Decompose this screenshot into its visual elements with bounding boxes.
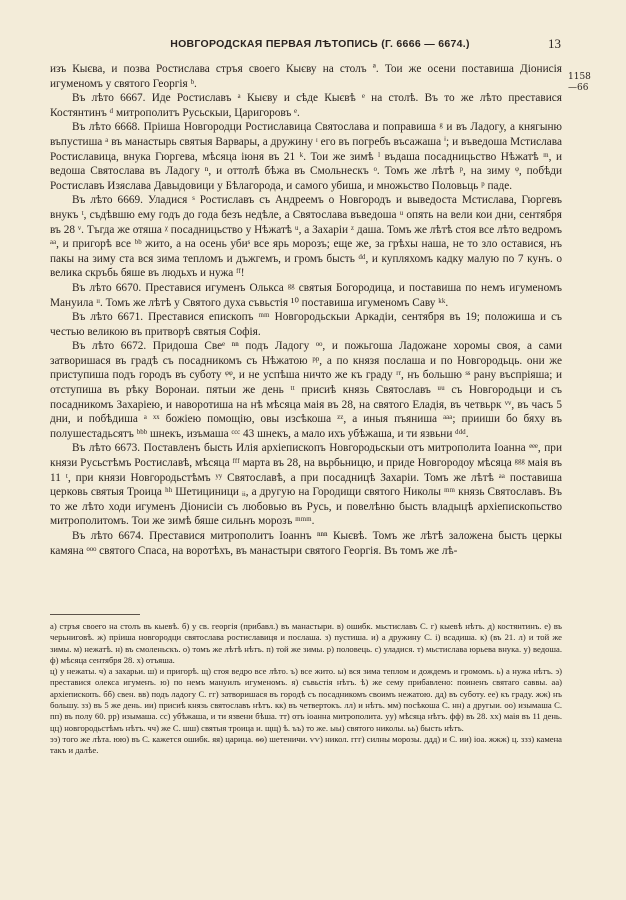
margin-year-start: 1158 [568,72,591,82]
margin-year-end: —66 [568,83,589,93]
footnote-block: ц) у нежаты. ч) а захарьи. ш) и пригорѣ. щ) стоя ведро все лѣто. ъ) все жито. ы) вся зима теплом и дождемъ и громомъ. ь) а нужа нѣтъ. э) преставися олекса игуменъ. ю) по немъ мануилъ игуменомъ. я) съвьстія нѣтъ. ѣ) же сему прибавлено: поиненъ святаго саввы. аа) архіепископъ. бб) свен. вв) подъ ладогу С. гг) затворишася въ городѣ съ посадникомъ своимъ нежатою. дд) въ суботу. ее) къ граду. жж) нъ большу. зз) въ 5 же день. ии) присиѣ князь святославъ нѣтъ. кк) въ четвертокъ. лл) и нѣтъ. мм) посѣкоша С. нн) а другыи. оо) изымаша С. пп) въ полу 60. рр) изымаша. сс) убѣжаша, и ти язвени бѣша. тт) отъ іоанна митрополита. уу) мѣсяца нѣтъ. фф) въ 28. хх) маія въ 11 день. цц) новгородьстѣмъ нѣтъ. чч) же С. шш) святыя троица и. щщ) ѣ. ъъ) то же. ыы) святого николы. ьь) бысть нѣтъ. [50,666,562,733]
chronicle-text [50,62,562,558]
paragraph-year-6669: Въ лѣто 6669. Уладися ˢ Ростиславъ съ Андреемъ о Новгородъ и выведоста Мстислава, Гюргевъ внукъ ᵗ, съдѣвшю ему годъ до года безъ недѣле, а Святослава въведоша ᵘ опять на вели кои дни, сентября въ 28 ᵛ. Тъгда же отяша ᵡ посадницьство у Нѣжатѣ ᵘ, а Захаріи ᶻ даша. Томъ же лѣтѣ стоя все лѣто ведромъ ᵃᵃ, и пригорѣ все ᵇᵇ жито, а на осень убиˢ все ярь морозъ; еще же, за грѣхы наша, не то зло оставися, нъ пакы на зиму ста вся зима тепломъ и дъжгемъ, и громъ бысть ᵈᵈ, и купляхомъ кадку малую по 7 кунъ. о велика скръбь бяше въ людьхъ и нужа ᶠᶠ! [50,194,562,280]
footnote-divider [50,614,140,615]
paragraph-continuation: изъ Кыєва, и позва Ростислава стръя своего Кыєву на столъ ª. Тои же осени поставиша Дiониciя игуменомъ у святого Георгiя ᵇ. [50,63,562,90]
paragraph-year-6671: Въ лѣто 6671. Преставися епископъ ᵐᵐ Новгородьскыи Аркадіи, сентября въ 19; положиша и съ честью великою въ притворѣ святыя Софія. [50,311,562,338]
paragraph-year-6674: Въ лѣто 6674. Преставися митрополитъ Іоаннъ ⁿⁿⁿ Кыєвѣ. Томъ же лѣтѣ заложена бысть церкы камяна ᵒᵒᵒ святого Спаса, на воротѣхъ, въ манастыри святого Георгія. Въ томъ же лѣ- [50,530,562,557]
footnote-block: ээ) того же лѣта. юю) въ С. кажется ошибк. яя) царица. ѳѳ) шетеничи. ѵѵ) никол. ггг) силны морозы. ддд) и С. ии) іоа. жжж) ц. ззз) камена такъ и далѣе. [50,733,562,756]
paragraph-year-6673: Въ лѣто 6673. Поставленъ бысть Илія архіепископъ Новгородьскыи отъ митрополита Іоанна ᵉᵉᵉ, при князи Русьстѣмъ Ростиславѣ, мѣсяца ᶠᶠᶠ марта въ 28, на вьрбьницю, и приде Новгородоу мѣсяца ᵍᵍᵍ маія въ 11 ᵗ, при князи Новгородьстѣмъ ʸʸ Святославѣ, а при посадницѣ Захаріи. Томъ же лѣтѣ ᵃᵃ поставиша церковь святыя Троица ʰʰ Шетициници ᵢᵢ, а другую на Городищи святого Николы ᵐᵐ князь Святославъ. Въ то же лѣто ходи игуменъ Діонисiи съ любовью въ Русь, и повелѣню бысть владыцѣ архіепископьство митрополитомъ. Тои же зимѣ бяше сильнъ морозъ ᵐᵐᵐ. [50,442,562,528]
footnotes [50,621,562,757]
paragraph-year-6672: Въ лѣто 6672. Придоша Свеᵉ ⁿⁿ подъ Ладогу ᵒᵒ, и пожьгоша Ладожане хоромы своя, а сами затворишася въ градѣ съ посадникомъ съ Нѣжатою ᵖᵖ, а по князя послаша и по Новгородьць. они же приступиша подъ городъ въ суботу ᵠᵠ, и не успѣша ничто же къ граду ʳʳ, нъ большю ˢˢ рану въспріяша; и отступиша въ рѣку Воронаи. пятыи же день ᵗᵗ присиѣ князь Святославъ ᵘᵘ съ Новгородьци и съ посадникомъ Захаріею, и наворотиша на нѣ мѣсяца маія въ 28, на святого Еладія, въ четвьрк ᵛᵛ, въ часъ 5 дни, и побѣдиша ᵃ ˣˣ божіею помощію, овы изсѣкоша ᶻᶻ, а иныя пъяниша ᵃᵃᵃ; прииши бо бяху въ полушестадьсятъ ᵇᵇᵇ шнекъ, изъмаша ᶜᶜᶜ 43 шнекъ, а мало ихъ убѣжаша, и ти язвьни ᵈᵈᵈ. [50,340,562,440]
page-header [0,38,626,58]
page-number: 13 [548,36,561,51]
running-title: НОВГОРОДСКАЯ ПЕРВАЯ ЛѢТОПИСЬ (Г. 6666 — 6674.) [170,38,470,50]
footnote-block: а) стръя своего на столъ въ кыевѣ. б) у св. георгія (прибавл.) въ манастыри. в) ошибк. мьстиславъ С. г) кыевѣ нѣтъ. д) костянтинъ. е) въ черьниговѣ. ж) пріиша новгородци святослава ростиславиця и послаша. з) пустиша. и) а дружину С. і) всадиша. к) (въ 21. л) и той же зимы. м) нежатѣ. н) въ смоленьскъ. о) томъ же лѣтѣ нѣтъ. п) той же зимы. р) половець. с) уладися. т) мьстислава юрьева внука. у) ведоша. ф) мѣсяца сентября 28. х) отъяша. [50,621,562,665]
paragraph-year-6668: Въ лѣто 6668. Пріиша Новгородци Ростиславица Святослава и поправиша ᵍ и въ Ладогу, а княгыню въпустиша ᵃ въ манастырь святыя Варвары, а дружину ᶦ его въ погребъ въсажаша ⁱ; и въведоша Мстислава Ростиславица, внука Гюргева, мѣсяца iюня въ 21 ᵏ. Тои же зимѣ ˡ въдаша посадницьство Нѣжатѣ ᵐ, и ведоша Святослава въ Ладогу ⁿ, и оттолѣ бѣжа въ Смольнескъ ᵒ. Томъ же лѣтѣ ᵖ, на зиму ᵠ, побѣди Ростиславъ Изяслава Давыдовици у Бѣлагорода, и самого убиша, и множьство Половьць ᵖ паде. [50,121,562,192]
paragraph-year-6667: Въ лѣто 6667. Иде Ростиславъ ᵃ Кыєву и сѣде Кыєвѣ ᵉ на столѣ. Въ то же лѣто преставися Костянтинъ ᵈ митрополитъ Русьскыи, Царигоровъ ᵉ. [50,92,562,119]
margin-year-note [568,72,608,94]
paragraph-year-6670: Въ лѣто 6670. Преставися игуменъ Олькса ᵍᵍ святыя Богородица, и поставиша по немъ игуменомъ Мануила ᶦᶦ. Томъ же лѣтѣ у Святого духа съвьстiя ¹⁰ поставиша игуменомъ Саву ᵏᵏ. [50,281,562,309]
